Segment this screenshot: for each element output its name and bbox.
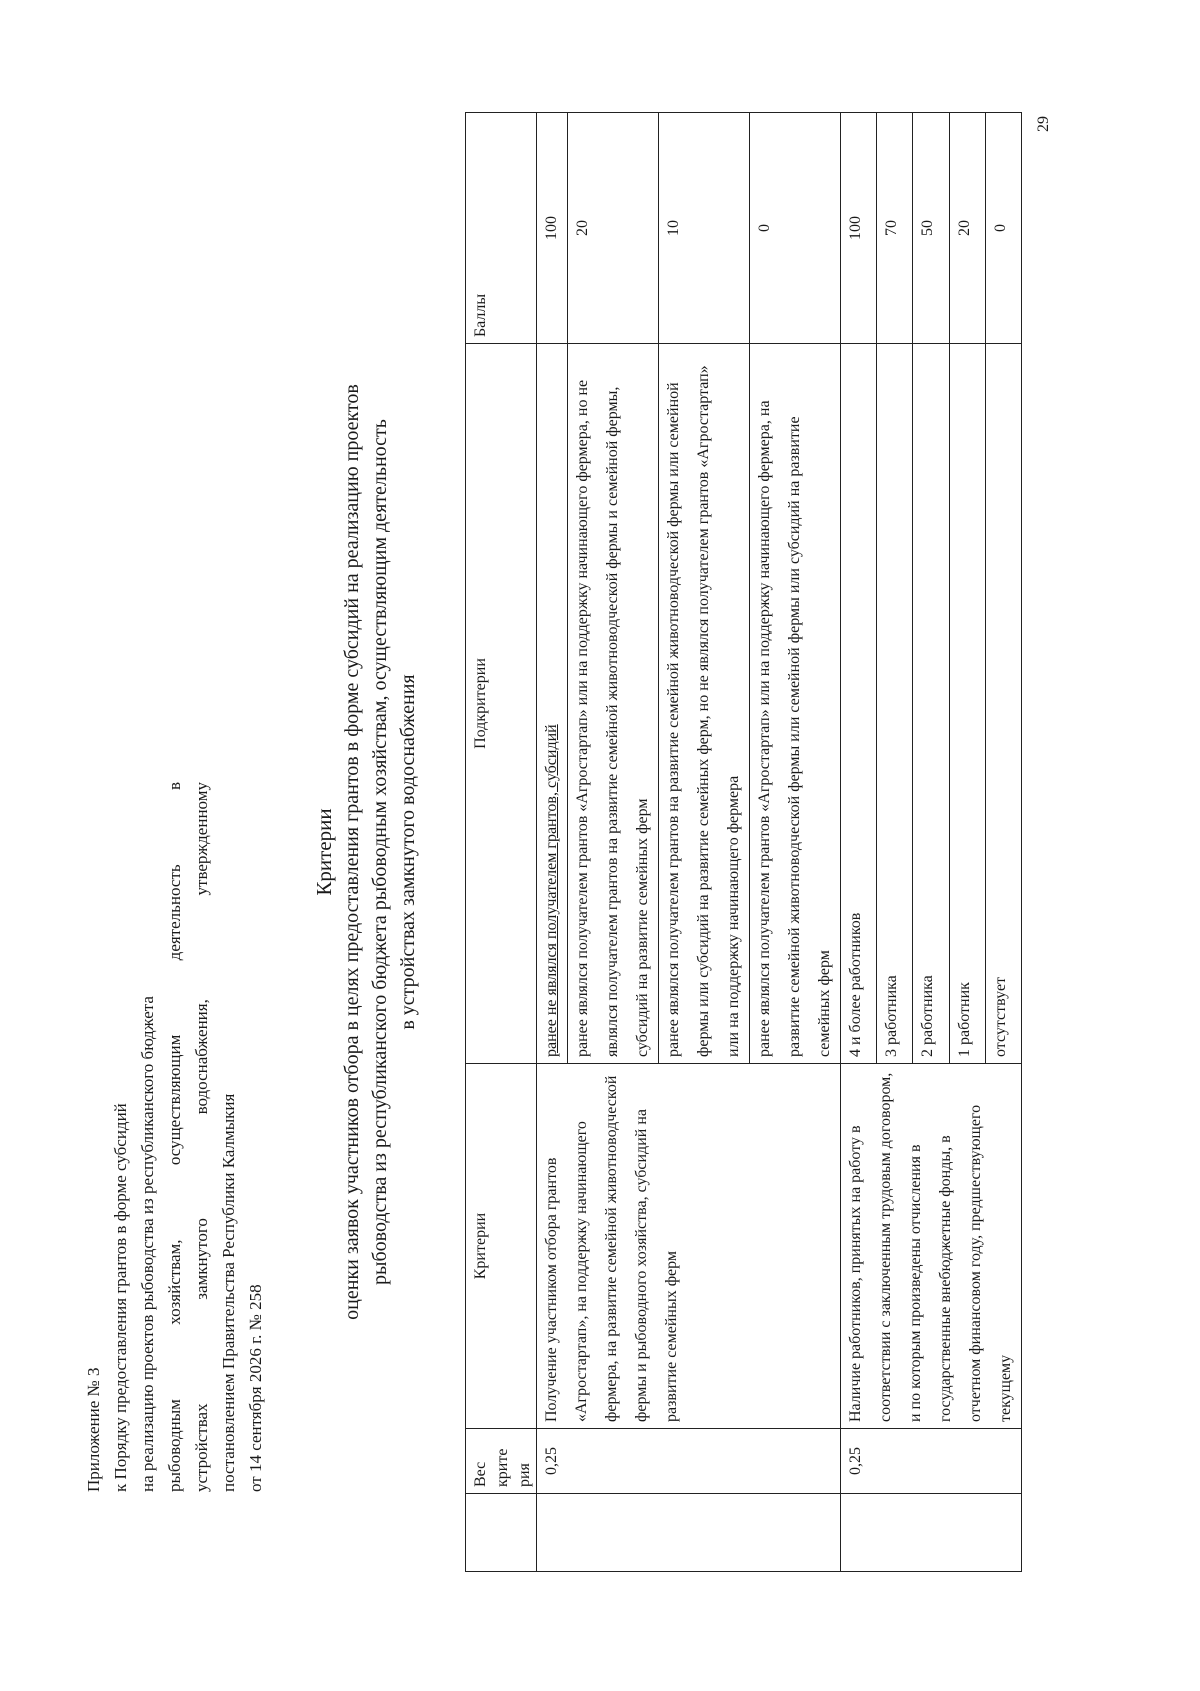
annex-line: от 14 сентября 2026 г. № 258 bbox=[246, 1284, 265, 1492]
points-cell: 50 bbox=[913, 113, 949, 344]
subcriteria-header: Подкритерии bbox=[466, 344, 537, 1064]
annex-line: на реализацию проектов рыбоводства из республиканского бюджета bbox=[138, 996, 157, 1492]
points-cell: 0 bbox=[985, 113, 1021, 344]
weight-cell: 0,25 bbox=[841, 1429, 1022, 1494]
criterion-cell: Наличие работников, принятых на работу в соответствии с заключенным трудовым договором, и по которым произведены отчисления в государственные внебюджетные фонды, в отчетном финансовом году, предшествующего текущему bbox=[841, 1064, 1022, 1429]
blank-cell bbox=[537, 1494, 841, 1572]
points-cell: 100 bbox=[537, 113, 568, 344]
annex-line-justified: устройствах замкнутого водоснабжения, утвержденному bbox=[192, 782, 211, 1492]
points-cell: 20 bbox=[949, 113, 985, 344]
annex-header bbox=[80, 782, 269, 1492]
rotated-document-page bbox=[84, 102, 1100, 1602]
criteria-header: Критерии bbox=[466, 1064, 537, 1429]
table-header-row bbox=[466, 113, 537, 1572]
points-cell: 70 bbox=[877, 113, 913, 344]
table-row bbox=[841, 113, 877, 1572]
points-cell: 20 bbox=[568, 113, 659, 344]
subcriterion-cell: 1 работник bbox=[949, 344, 985, 1064]
annex-line-justified: рыбоводным хозяйствам, осуществляющим деятельность в bbox=[165, 782, 184, 1492]
annex-line: Приложение № 3 bbox=[84, 1367, 103, 1492]
weight-cell: 0,25 bbox=[537, 1429, 841, 1494]
title-line: рыбоводства из республиканского бюджета рыбоводным хозяйствам, осуществляющим деятельность bbox=[369, 419, 391, 1285]
annex-line: постановлением Правительства Республики Калмыкия bbox=[219, 1093, 238, 1492]
points-header: Баллы bbox=[466, 113, 537, 344]
subcriterion-cell: ранее являлся получателем грантов «Агростартап» или на поддержку начинающего фермера, на развитие семейной животноводческой фермы или семейной фермы или субсидий на развитие семейных ферм bbox=[750, 344, 841, 1064]
points-cell: 10 bbox=[659, 113, 750, 344]
weight-header: Вес крите рия bbox=[466, 1429, 537, 1494]
title-line: оценки заявок участников отбора в целях предоставления грантов в форме субсидий на реализацию проектов bbox=[341, 384, 363, 1320]
subcriterion-cell: отсутствует bbox=[985, 344, 1021, 1064]
title-heading: Критерии bbox=[312, 808, 336, 896]
subcriterion-cell: 3 работника bbox=[877, 344, 913, 1064]
points-cell: 100 bbox=[841, 113, 877, 344]
title-line: в устройствах замкнутого водоснабжения bbox=[397, 674, 419, 1030]
subcriterion-cell: 2 работника bbox=[913, 344, 949, 1064]
criteria-table bbox=[465, 112, 1022, 1572]
points-cell: 0 bbox=[750, 113, 841, 344]
subcriterion-cell: 4 и более работников bbox=[841, 344, 877, 1064]
table-row bbox=[537, 113, 568, 1572]
page-number: 29 bbox=[1035, 116, 1052, 132]
blank-header-cell bbox=[466, 1494, 537, 1572]
subcriterion-cell: ранее не являлся получателем грантов, субсидий bbox=[537, 344, 568, 1064]
blank-cell bbox=[841, 1494, 1022, 1572]
criterion-cell: Получение участником отбора грантов «Агростартап», на поддержку начинающего фермера, на развитие семейной животноводческой фермы и рыбоводного хозяйства, субсидий на развитие семейных ферм bbox=[537, 1064, 841, 1429]
subcriterion-cell: ранее являлся получателем грантов «Агростартап» или на поддержку начинающего фермера, но не являлся получателем грантов на развитие семейной животноводческой фермы и семейной фермы, субсидий на развитие семейных ферм bbox=[568, 344, 659, 1064]
annex-line: к Порядку предоставления грантов в форме субсидий bbox=[111, 1103, 130, 1492]
document-title bbox=[310, 102, 422, 1602]
subcriterion-cell: ранее являлся получателем грантов на развитие семейной животноводческой фермы или семейной фермы или субсидий на развитие семейных ферм, но не являлся получателем грантов «Агростартап» или на поддержку начинающего фермера bbox=[659, 344, 750, 1064]
